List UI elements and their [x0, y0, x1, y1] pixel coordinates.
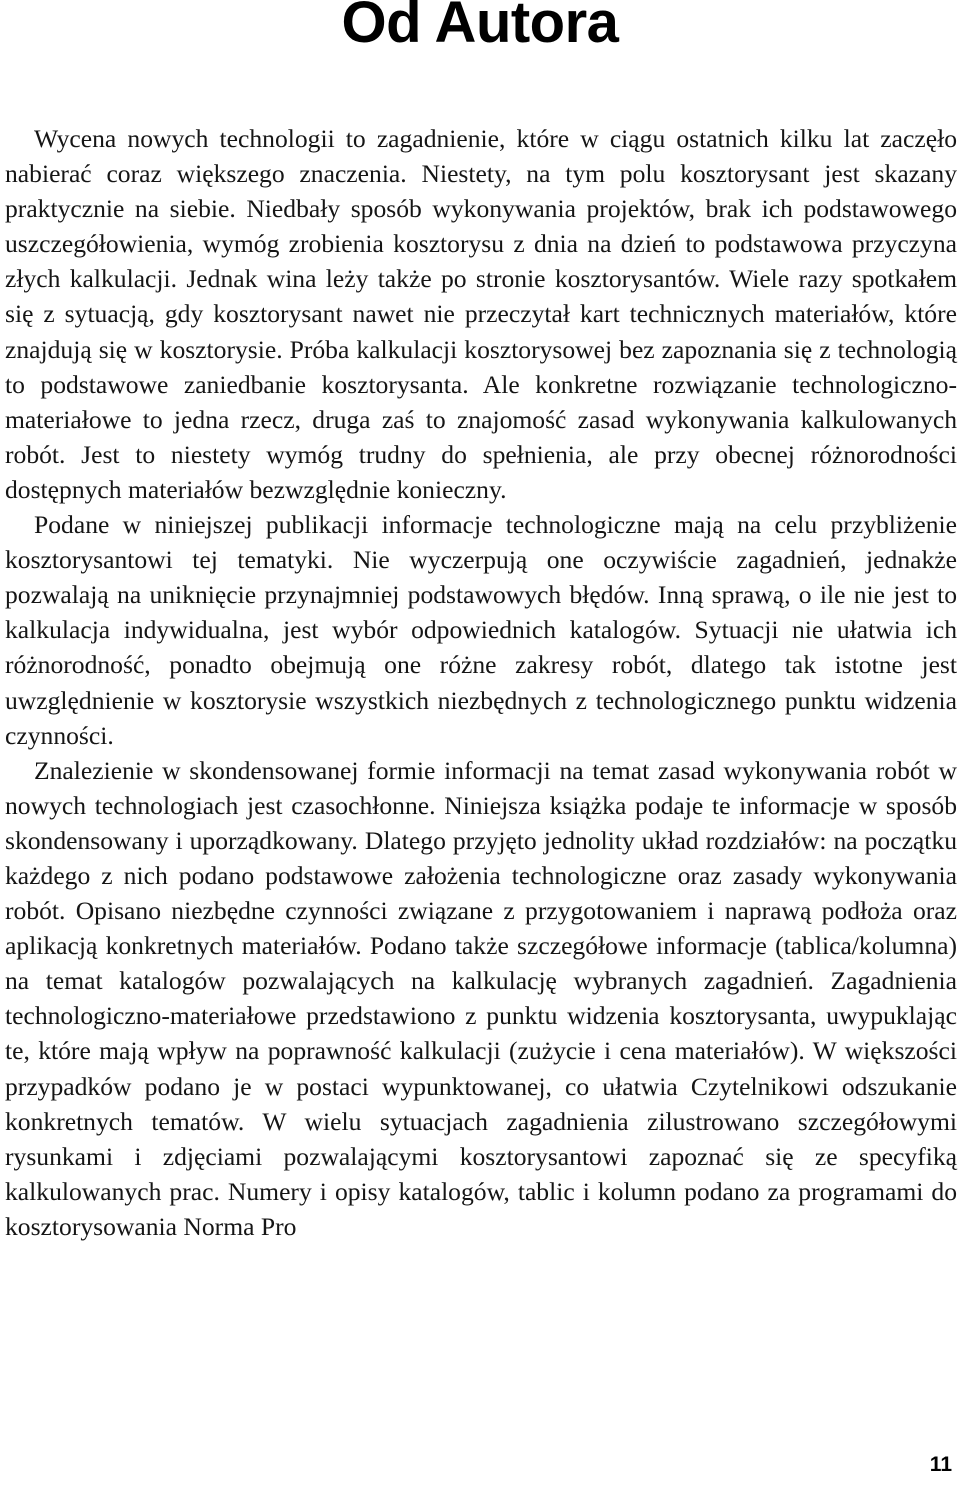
- page-title: Od Autora: [341, 0, 619, 55]
- body-text: [5, 121, 957, 1244]
- page-number: 11: [929, 1453, 952, 1476]
- paragraph-2: Podane w niniejszej publikacji informacje technologiczne mają na celu przybliżenie kosztorysantowi tej tematyki. Nie wyczerpują one oczywiście zagadnień, jednakże pozwalają na uniknięcie przynajmniej podstawowych błędów. Inną sprawą, o ile nie jest to kalkulacja indywidualna, jest wybór odpowiednich katalogów. Sytuacji nie ułatwia ich różnorodność, ponadto obejmują one różne zakresy robót, dlatego tak istotne jest uwzględnienie w kosztorysie wszystkich niezbędnych z technologicznego punktu widzenia czynności.: [5, 510, 957, 750]
- paragraph-1: Wycena nowych technologii to zagadnienie, które w ciągu ostatnich kilku lat zaczęło nabierać coraz większego znaczenia. Niestety, na tym polu kosztorysant jest skazany praktycznie na siebie. Niedbały sposób wykonywania projektów, brak ich podstawowego uszczegółowienia, wymóg zrobienia kosztorysu z dnia na dzień to podstawowa przyczyna złych kalkulacji. Jednak wina leży także po stronie kosztorysantów. Wiele razy spotkałem się z sytuacją, gdy kosztorysant nawet nie przeczytał kart technicznych materiałów, które znajdują się w kosztorysie. Próba kalkulacji kosztorysowej bez zapoznania się z technologią to podstawowe zaniedbanie kosztorysanta. Ale konkretne rozwiązanie technologiczno-materiałowe to jedna rzecz, druga zaś to znajomość zasad wykonywania kalkulowanych robót. Jest to niestety wymóg trudny do spełnienia, ale przy obecnej różnorodności dostępnych materiałów bezwzględnie konieczny.: [5, 124, 957, 504]
- paragraph-3: Znalezienie w skondensowanej formie informacji na temat zasad wykonywania robót w nowych technologiach jest czasochłonne. Niniejsza książka podaje te informacje w sposób skondensowany i uporządkowany. Dlatego przyjęto jednolity układ rozdziałów: na początku każdego z nich podano podstawowe założenia technologiczne oraz zasady wykonywania robót. Opisano niezbędne czynności związane z przygotowaniem i naprawą podłoża oraz aplikacją konkretnych materiałów. Podano także szczegółowe informacje (tablica/kolumna) na temat katalogów pozwalających na kalkulację wybranych zagadnień. Zagadnienia technologiczno-materiałowe przedstawiono z punktu widzenia kosztorysanta, uwypuklając te, które mają wpływ na poprawność kalkulacji (zużycie i cena materiałów). W większości przypadków podano je w postaci wypunktowanej, co ułatwia Czytelnikowi odszukanie konkretnych tematów. W wielu sytuacjach zagadnienia zilustrowano szczegółowymi rysunkami i zdjęciami pozwalającymi kosztorysantowi zapoznać się ze specyfiką kalkulowanych prac. Numery i opisy katalogów, tablic i kolumn podano za programami do kosztorysowania Norma Pro: [5, 755, 957, 1241]
